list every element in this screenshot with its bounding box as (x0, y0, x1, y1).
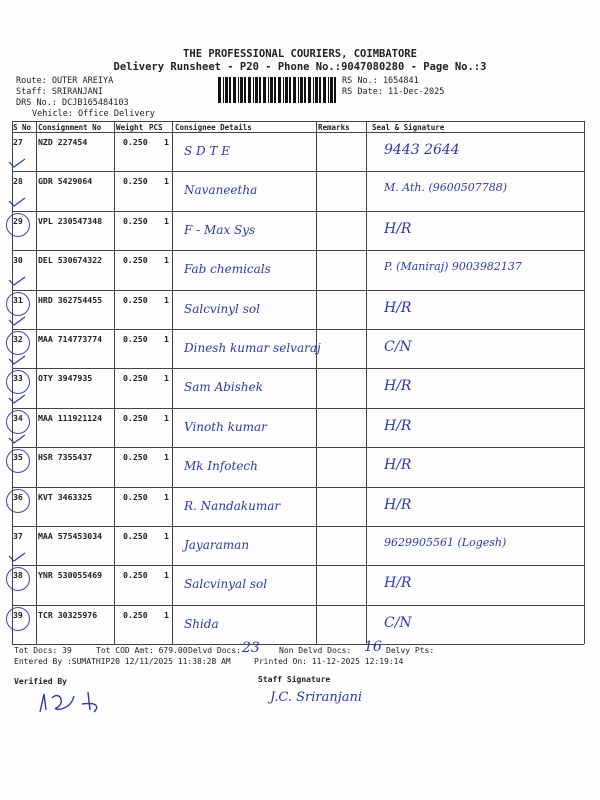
row-seal-handwritten: H/R (384, 417, 412, 434)
row-weight: 0.250 (123, 294, 148, 305)
row-pcs: 1 (164, 412, 169, 423)
col-sno: S No (13, 123, 32, 132)
row-pcs: 1 (164, 609, 169, 620)
row-weight: 0.250 (123, 531, 148, 541)
row-seal-handwritten: H/R (384, 220, 412, 237)
row-pcs: 1 (164, 452, 169, 463)
row-seal-handwritten: 9629905561 (Logesh) (384, 536, 507, 549)
row-consignee-handwritten: Salcvinyl sol (184, 301, 260, 316)
row-weight: 0.250 (123, 452, 148, 463)
verified-by-label: Verified By (14, 677, 67, 686)
drs-label: DRS No.: DCJB165484103 (16, 98, 129, 108)
total-docs: Tot Docs: 39 (14, 646, 72, 655)
row-consignment-no: GDR 5429064 (38, 176, 93, 187)
row-seal-handwritten: M. Ath. (9600507788) (384, 181, 508, 195)
row-consignment-no: MAA 111921124 (38, 412, 103, 423)
row-seal-handwritten: 9443 2644 (384, 142, 460, 158)
non-delivered-docs-label: Non Delvd Docs: (279, 646, 352, 655)
row-consignee-handwritten: Vinoth kumar (184, 419, 267, 434)
printed-on: Printed On: 11-12-2025 12:19:14 (254, 657, 404, 666)
col-seal: Seal & Signature (372, 123, 445, 132)
row-seal-handwritten: H/R (384, 457, 412, 474)
row-serial: 37 (13, 531, 23, 541)
row-consignee-handwritten: Sam Abishek (184, 380, 264, 395)
row-consignee-handwritten: Navaneetha (184, 183, 258, 198)
rs-date: RS Date: 11-Dec-2025 (342, 87, 445, 97)
row-serial: 31 (13, 294, 23, 305)
row-seal-handwritten: H/R (384, 299, 412, 316)
row-seal-handwritten: C/N (384, 614, 412, 631)
row-weight: 0.250 (123, 334, 148, 344)
row-pcs: 1 (164, 137, 169, 147)
row-consignment-no: DEL 530674322 (38, 255, 103, 266)
row-weight: 0.250 (123, 137, 148, 147)
row-consignment-no: VPL 230547348 (38, 215, 103, 226)
row-pcs: 1 (164, 294, 169, 305)
row-pcs: 1 (164, 255, 169, 266)
row-weight: 0.250 (123, 491, 148, 502)
row-consignment-no: OTY 3947935 (38, 373, 93, 384)
staff-label: Staff: SRIRANJANI (16, 87, 103, 97)
rs-number: RS No.: 1654841 (342, 76, 419, 86)
row-consignment-no: MAA 714773774 (38, 334, 103, 344)
check-mark-icon (8, 316, 26, 326)
row-consignee-handwritten: Salcvinyal sol (184, 577, 268, 592)
row-consignee-handwritten: Fab chemicals (184, 262, 271, 277)
company-title: THE PROFESSIONAL COURIERS, COIMBATORE (183, 48, 417, 60)
row-consignment-no: NZD 227454 (38, 137, 88, 147)
row-consignment-no: HSR 7355437 (38, 452, 93, 463)
row-consignee-handwritten: S D T E (184, 144, 231, 158)
row-consignee-handwritten: Jayaraman (184, 538, 250, 552)
row-seal-handwritten: P. (Maniraj) 9003982137 (384, 260, 522, 274)
verifier-signature (30, 686, 120, 718)
row-pcs: 1 (164, 491, 169, 502)
col-consignment: Consignment No (38, 123, 102, 132)
row-pcs: 1 (164, 531, 169, 541)
check-mark-icon (8, 276, 26, 286)
row-consignment-no: KVT 3463325 (38, 491, 93, 502)
row-weight: 0.250 (123, 176, 148, 187)
vehicle-label: Vehicle: Office Delivery (32, 109, 155, 119)
check-mark-icon (8, 197, 26, 207)
row-serial: 27 (13, 137, 23, 147)
row-seal-handwritten: H/R (384, 575, 412, 592)
row-serial: 33 (13, 373, 23, 384)
row-serial: 29 (13, 215, 23, 226)
delivery-points-label: Delvy Pts: (386, 646, 435, 655)
row-pcs: 1 (164, 570, 169, 581)
row-consignment-no: TCR 30325976 (38, 609, 98, 620)
barcode-image (218, 77, 338, 103)
row-weight: 0.250 (123, 215, 148, 226)
row-consignment-no: MAA 575453034 (38, 531, 103, 541)
col-weight: Weight (116, 123, 144, 132)
row-consignee-handwritten: Mk Infotech (184, 459, 258, 474)
row-consignment-no: YNR 530055469 (38, 570, 103, 581)
row-serial: 28 (13, 176, 23, 187)
row-seal-handwritten: C/N (384, 339, 412, 355)
staff-signed-name: J.C. Sriranjani (270, 690, 363, 705)
row-seal-handwritten: H/R (384, 496, 412, 513)
row-serial: 35 (13, 452, 23, 463)
row-seal-handwritten: H/R (384, 378, 412, 395)
row-consignment-no: HRD 362754455 (38, 294, 103, 305)
col-consignee: Consignee Details (175, 123, 252, 132)
check-mark-icon (8, 434, 26, 444)
row-weight: 0.250 (123, 373, 148, 384)
row-serial: 39 (13, 609, 23, 620)
row-pcs: 1 (164, 334, 169, 344)
row-consignee-handwritten: Dinesh kumar selvaraj (184, 341, 321, 355)
row-pcs: 1 (164, 373, 169, 384)
row-serial: 32 (13, 334, 23, 344)
entered-by: Entered By :SUMATHIP20 12/11/2025 11:38:28 AM (14, 657, 231, 666)
row-weight: 0.250 (123, 255, 148, 266)
row-pcs: 1 (164, 215, 169, 226)
row-weight: 0.250 (123, 609, 148, 620)
check-mark-icon (8, 355, 26, 365)
check-mark-icon (8, 158, 26, 168)
row-serial: 38 (13, 570, 23, 581)
row-consignee-handwritten: F - Max Sys (184, 222, 256, 237)
row-serial: 30 (13, 255, 23, 266)
runsheet-title: Delivery Runsheet - P20 - Phone No.:9047080280 - Page No.:3 (113, 61, 487, 73)
row-weight: 0.250 (123, 570, 148, 581)
col-pcs: PCS (149, 123, 163, 132)
row-serial: 34 (13, 412, 23, 423)
row-consignee-handwritten: R. Nandakumar (184, 498, 281, 513)
staff-signature-label: Staff Signature (258, 675, 331, 684)
row-weight: 0.250 (123, 412, 148, 423)
route-label: Route: OUTER AREIYA (16, 76, 114, 86)
total-cod: Tot COD Amt: 679.00 (96, 646, 188, 655)
check-mark-icon (8, 552, 26, 562)
col-remarks: Remarks (318, 123, 350, 132)
delivered-docs-label: Delvd Docs: (188, 646, 241, 655)
row-pcs: 1 (164, 176, 169, 187)
check-mark-icon (8, 394, 26, 404)
non-delivered-docs-value: 16 (364, 639, 382, 655)
row-consignee-handwritten: Shida (184, 616, 219, 631)
row-serial: 36 (13, 491, 23, 502)
delivered-docs-value: 23 (242, 640, 260, 656)
